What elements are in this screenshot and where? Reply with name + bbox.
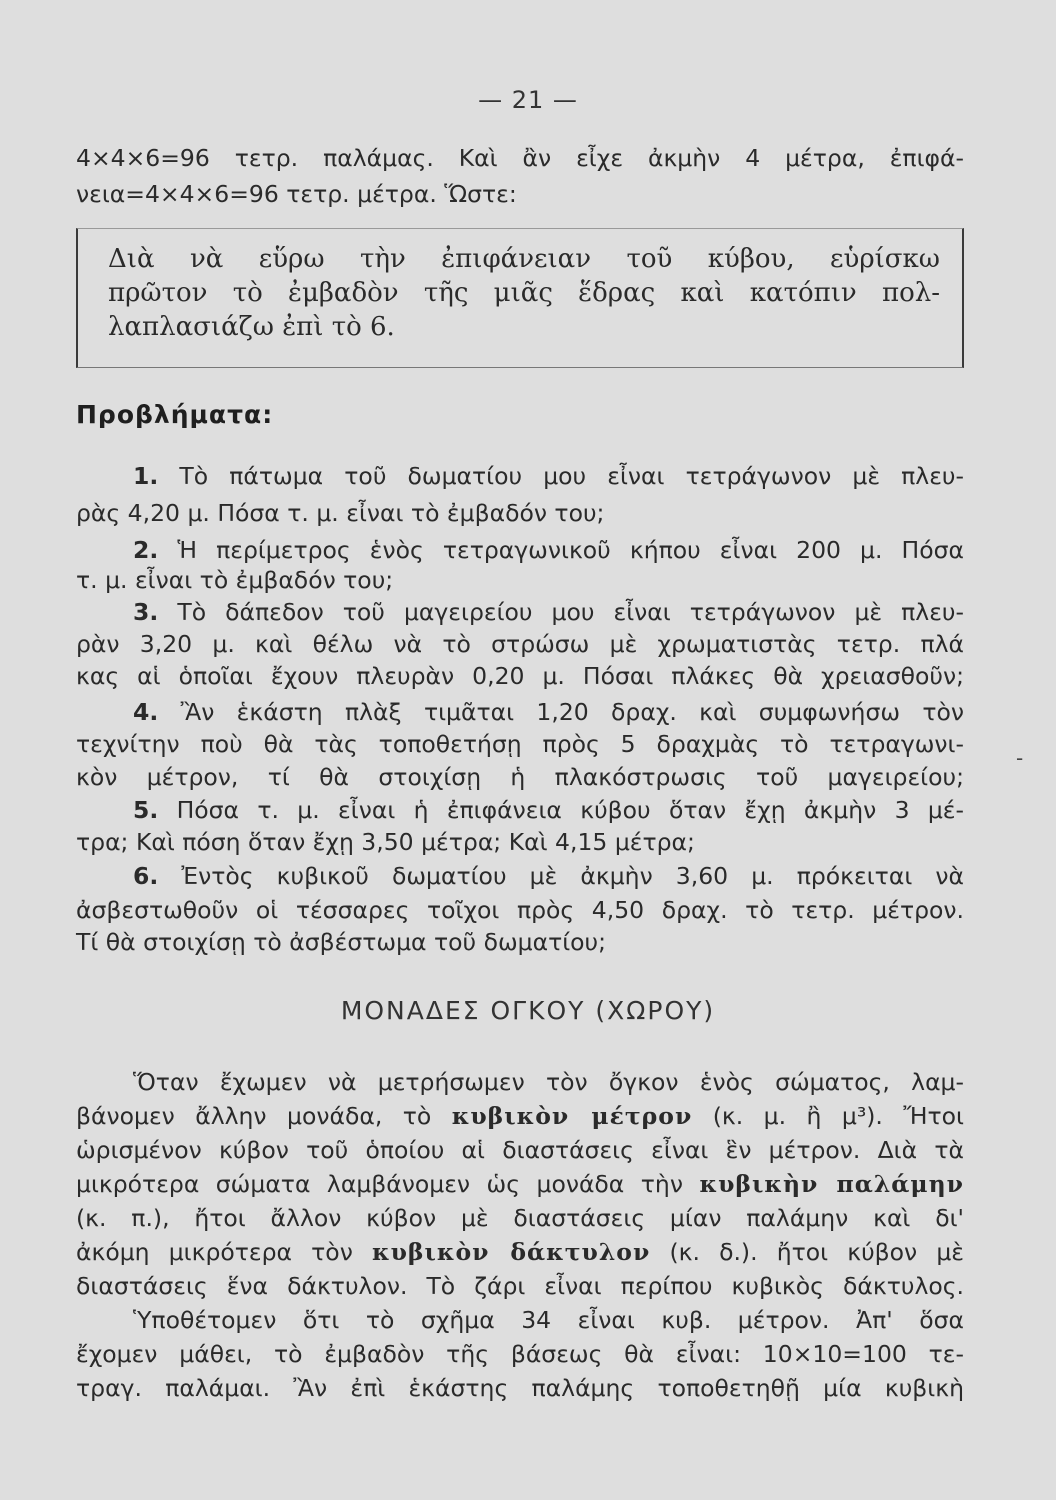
paragraph-line: διαστάσεις ἕνα δάκτυλον. Τὸ ζάρι εἶναι περίπου κυβικὸς δάκτυλος. xyxy=(76,1272,964,1300)
problem-6-line: ἀσβεστωθοῦν οἱ τέσσαρες τοῖχοι πρὸς 4,50 δραχ. τὸ τετρ. μέτρον. xyxy=(76,896,964,924)
problem-number: 5. xyxy=(133,796,159,824)
problem-number: 4. xyxy=(133,698,159,726)
intro-line: 4×4×6=96 τετρ. παλάμας. Καὶ ἂν εἶχε ἀκμὴν 4 μέτρα, ἐπιφά- xyxy=(76,144,964,172)
problem-number: 3. xyxy=(133,598,159,626)
problem-1-line: 1. Τὸ πάτωμα τοῦ δωματίου μου εἶναι τετράγωνον μὲ πλευ- xyxy=(133,462,964,490)
rule-line: πρῶτον τὸ ἐμβαδὸν τῆς μιᾶς ἕδρας καὶ κατόπιν πολ- xyxy=(108,278,940,308)
problem-2-line: 2. Ἡ περίμετρος ἑνὸς τετραγωνικοῦ κήπου εἶναι 200 μ. Πόσα xyxy=(133,536,964,564)
rule-line: λαπλασιάζω ἐπὶ τὸ 6. xyxy=(108,312,395,342)
paragraph-line: τραγ. παλάμαι. Ἂν ἐπὶ ἑκάστης παλάμης τοποθετηθῇ μία κυβικὴ xyxy=(76,1374,964,1402)
problem-4-line: τεχνίτην ποὺ θὰ τὰς τοποθετήσῃ πρὸς 5 δραχμὰς τὸ τετραγωνι- xyxy=(76,730,964,758)
problem-6-line: 6. Ἐντὸς κυβικοῦ δωματίου μὲ ἀκμὴν 3,60 μ. πρόκειται νὰ xyxy=(133,862,964,890)
paragraph-line: Ὑποθέτομεν ὅτι τὸ σχῆμα 34 εἶναι κυβ. μέτρον. Ἀπ' ὅσα xyxy=(133,1306,964,1334)
problem-number: 2. xyxy=(133,536,159,564)
paragraph-line: ἔχομεν μάθει, τὸ ἐμβαδὸν τῆς βάσεως θὰ εἶναι: 10×10=100 τε- xyxy=(76,1340,964,1368)
problem-4-line: κὸν μέτρον, τί θὰ στοιχίσῃ ἡ πλακόστρωσις τοῦ μαγειρείου; xyxy=(76,763,964,791)
problem-6-line: Τί θὰ στοιχίσῃ τὸ ἀσβέστωμα τοῦ δωματίου; xyxy=(76,928,607,956)
problem-number: 6. xyxy=(133,862,159,890)
problem-3-line: ρὰν 3,20 μ. καὶ θέλω νὰ τὸ στρώσω μὲ χρωματιστὰς τετρ. πλά xyxy=(76,630,964,658)
rule-line: Διὰ νὰ εὕρω τὴν ἐπιφάνειαν τοῦ κύβου, εὑρίσκω xyxy=(108,244,940,274)
term-cubic-meter: κυβικὸν μέτρον xyxy=(451,1102,693,1130)
margin-mark: - xyxy=(1016,746,1024,770)
problem-1-line: ρὰς 4,20 μ. Πόσα τ. μ. εἶναι τὸ ἐμβαδόν του; xyxy=(76,499,605,527)
problem-2-line: τ. μ. εἶναι τὸ ἐμβαδόν του; xyxy=(76,566,394,594)
term-cubic-palm: κυβικὴν παλάμην xyxy=(699,1170,964,1198)
problems-heading: Προβλήματα: xyxy=(76,400,274,429)
problem-3-line: κας αἱ ὁποῖαι ἔχουν πλευρὰν 0,20 μ. Πόσαι πλάκες θὰ χρειασθοῦν; xyxy=(76,662,964,690)
problem-5-line: τρα; Καὶ πόση ὅταν ἔχῃ 3,50 μέτρα; Καὶ 4,15 μέτρα; xyxy=(76,828,695,856)
paragraph-line: βάνομεν ἄλλην μονάδα, τὸ κυβικὸν μέτρον (κ. μ. ἢ μ³). Ἤτοι xyxy=(76,1102,964,1130)
problem-number: 1. xyxy=(133,462,159,490)
paragraph-line: Ὅταν ἔχωμεν νὰ μετρήσωμεν τὸν ὄγκον ἑνὸς σώματος, λαμ- xyxy=(133,1068,964,1096)
paragraph-line: ἀκόμη μικρότερα τὸν κυβικὸν δάκτυλον (κ. δ.). ἤτοι κύβον μὲ xyxy=(76,1238,964,1266)
problem-4-line: 4. Ἂν ἑκάστη πλὰξ τιμᾶται 1,20 δραχ. καὶ συμφωνήσω τὸν xyxy=(133,698,964,726)
page-number: — 21 — xyxy=(478,86,578,114)
intro-line: νεια=4×4×6=96 τετρ. μέτρα. Ὥστε: xyxy=(76,180,517,208)
paragraph-line: μικρότερα σώματα λαμβάνομεν ὡς μονάδα τὴν κυβικὴν παλάμην xyxy=(76,1170,964,1198)
problem-5-line: 5. Πόσα τ. μ. εἶναι ἡ ἐπιφάνεια κύβου ὅταν ἔχῃ ἀκμὴν 3 μέ- xyxy=(133,796,964,824)
problem-3-line: 3. Τὸ δάπεδον τοῦ μαγειρείου μου εἶναι τετράγωνον μὲ πλευ- xyxy=(133,598,964,626)
paragraph-line: (κ. π.), ἤτοι ἄλλον κύβον μὲ διαστάσεις μίαν παλάμην καὶ δι' xyxy=(76,1204,964,1232)
term-cubic-finger: κυβικὸν δάκτυλον xyxy=(371,1238,651,1266)
section-title: ΜΟΝΑΔΕΣ ΟΓΚΟΥ (ΧΩΡΟΥ) xyxy=(340,996,716,1025)
paragraph-line: ὡρισμένον κύβον τοῦ ὁποίου αἱ διαστάσεις εἶναι ἓν μέτρον. Διὰ τὰ xyxy=(76,1136,964,1164)
